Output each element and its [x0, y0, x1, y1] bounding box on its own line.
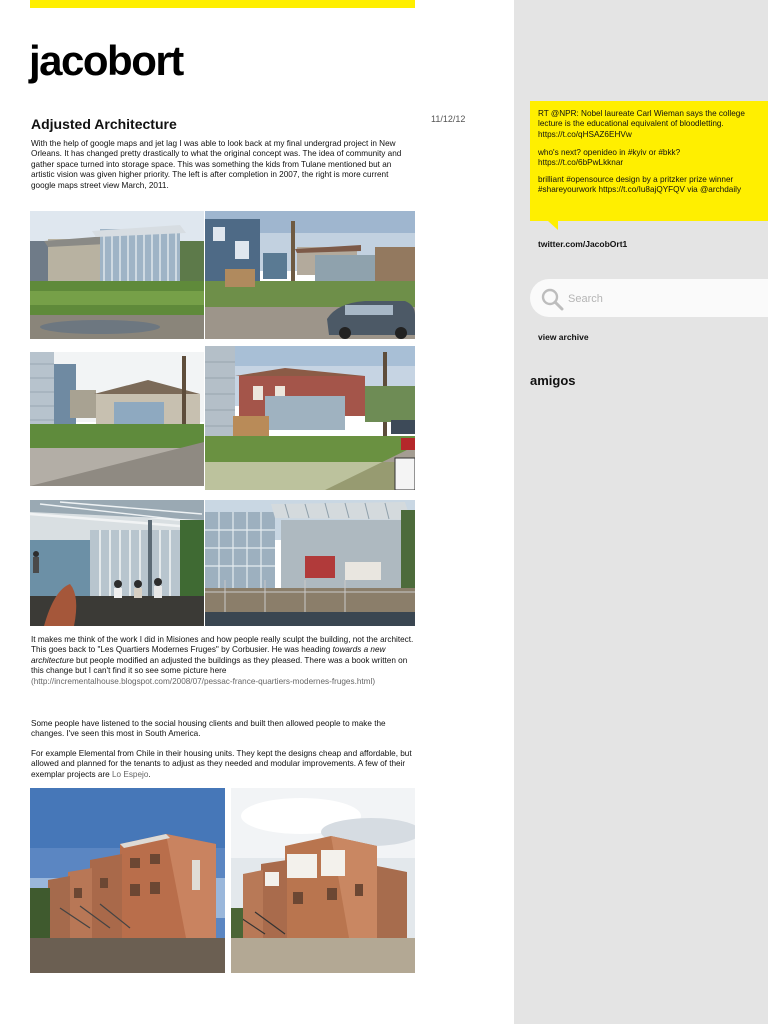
post-date[interactable]: 11/12/12 — [431, 114, 466, 124]
photo-elemental-housing-right — [231, 788, 415, 973]
paragraph4-end: . — [148, 769, 151, 779]
post-paragraph-corbusier — [31, 635, 415, 687]
twitter-profile-link[interactable]: twitter.com/JacobOrt1 — [538, 239, 628, 249]
tweet-item[interactable]: RT @NPR: Nobel laureate Carl Wieman says the college lecture is the educational equivalent of bloodletting. https://t.co/qHSAZ6EHVw — [538, 109, 745, 139]
paragraph2-text-a: It makes me think of the work I did in Misiones and how people really sculpt the building, not the architect. This goes back to "Les Quartiers Modernes Fruges" by Corbusier. He was heading — [31, 635, 414, 655]
top-accent-bar — [30, 0, 415, 8]
search-input[interactable] — [566, 289, 760, 309]
post-title[interactable]: Adjusted Architecture — [31, 116, 177, 132]
site-logo[interactable]: jacobort — [29, 37, 183, 84]
book-title-emphasis: towards a new architecture — [31, 645, 386, 665]
post-paragraph-intro: With the help of google maps and jet lag I was able to look back at my final undergrad project in New Orleans. It has changed pretty drastically to what the original concept was. The idea of community and gather space turned into storage space. This was something the kids from Tulane mentioned but an artistic vision was given higher priority. The left is after completion in 2007, the right is more current google maps street view March, 2011. — [31, 139, 402, 190]
tweet-item[interactable]: who's next? openideo in #kyiv or #bkk? https://t.co/6bPwLkknar — [538, 148, 681, 168]
photo-pavilion-2007 — [30, 211, 204, 339]
post-paragraph-elemental — [31, 749, 415, 780]
lo-espejo-link[interactable]: Lo Espejo — [112, 769, 149, 779]
photo-side-2011 — [205, 346, 415, 490]
incremental-house-link[interactable]: (http://incrementalhouse.blogspot.com/2008/07/pessac-france-quartiers-modernes-fruges.html) — [31, 676, 376, 686]
search-icon[interactable] — [540, 287, 564, 311]
tweet-item[interactable]: brilliant #opensource design by a pritzker prize winner #shareyourwork https://t.co/Iu8ajQYFQV via @archdaily — [538, 175, 742, 195]
paragraph4-text: For example Elemental from Chile in their housing units. They kept the designs cheap and affordable, but allowed and planned for the tenants to adjust as they needed and modular improvements. A few of their exemplar projects are — [31, 749, 412, 779]
amigos-heading: amigos — [530, 373, 576, 388]
photo-interior-2007 — [30, 500, 204, 626]
view-archive-link[interactable]: view archive — [538, 332, 589, 342]
photo-side-2007 — [30, 352, 204, 486]
post-paragraph-social-housing: Some people have listened to the social housing clients and built then allowed people to make the changes. I've seen this most in South America. — [31, 719, 386, 739]
photo-pavilion-current — [205, 500, 415, 626]
tweets-panel-tail — [548, 221, 558, 230]
paragraph2-text-b: but people modified an adjusted the buildings as they pleased. There was a book written on this change but I can't find it so see some picture here — [31, 655, 408, 676]
photo-elemental-housing-left — [30, 788, 225, 973]
photo-streetview-2011 — [205, 211, 415, 339]
